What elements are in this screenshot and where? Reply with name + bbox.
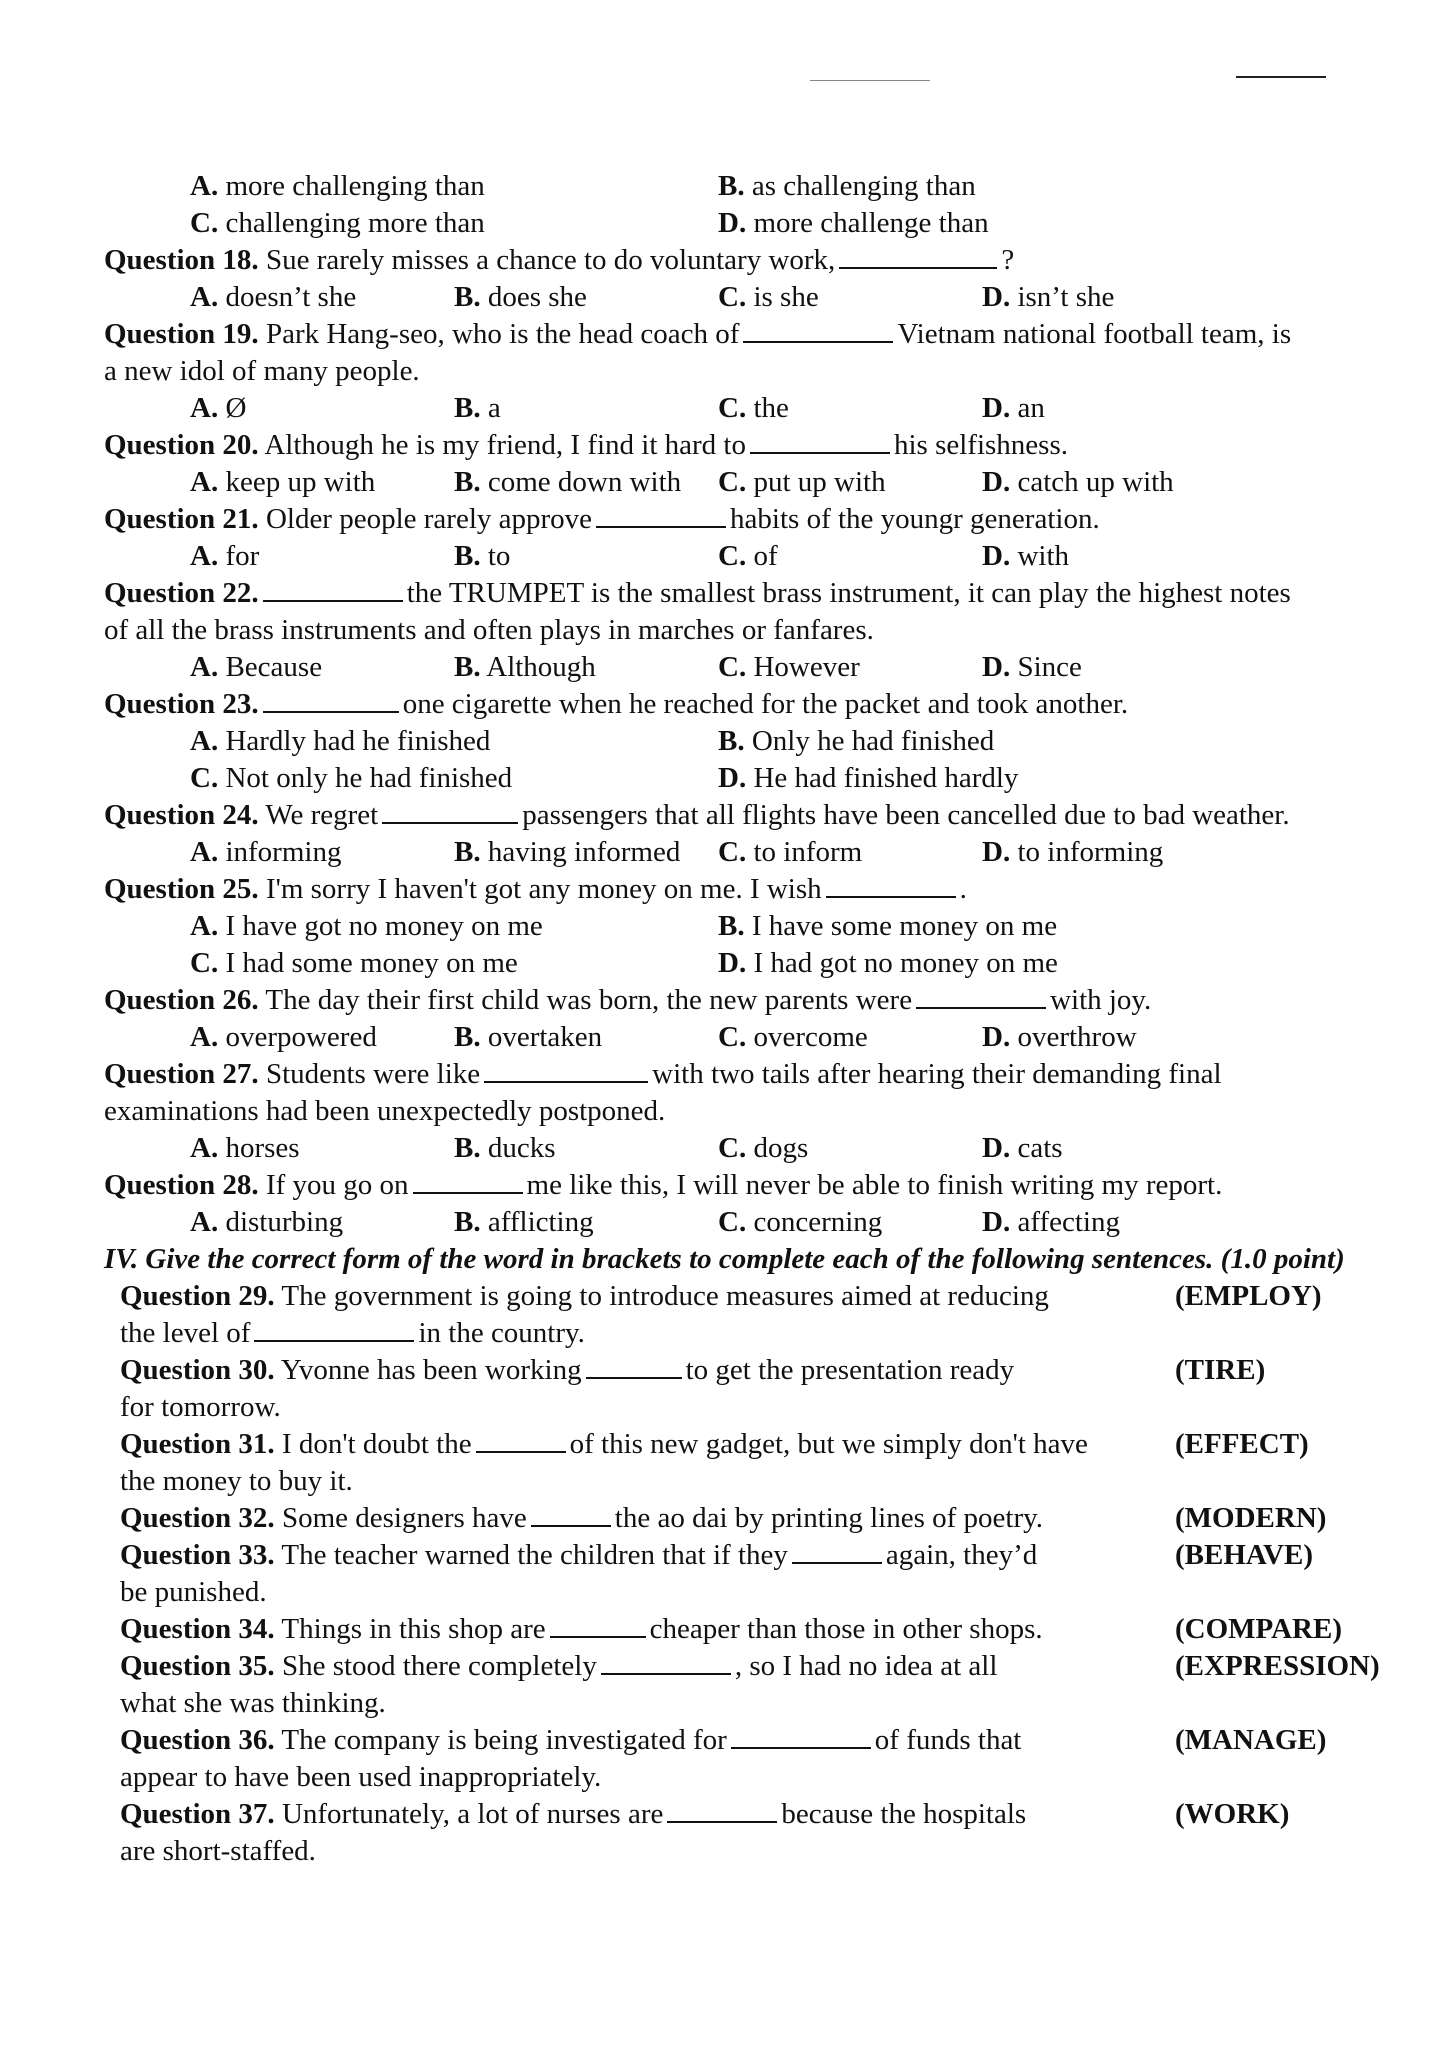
answer-blank bbox=[596, 502, 726, 528]
question-36-continued: appear to have been used inappropriately. bbox=[120, 1761, 602, 1793]
q17-option-d: D. more challenge than bbox=[718, 207, 989, 239]
question-31-continued: the money to buy it. bbox=[120, 1465, 353, 1497]
answer-blank bbox=[254, 1316, 414, 1342]
q25-options-row2: C. I had some money on me D. I had got no money on me bbox=[190, 947, 1058, 979]
answer-blank bbox=[531, 1501, 611, 1527]
answer-blank bbox=[743, 317, 893, 343]
q20-options: A. keep up with B. come down with C. put up with D. catch up with bbox=[190, 466, 1174, 498]
q27-options: A. horses B. ducks C. dogs D. cats bbox=[190, 1132, 1063, 1164]
q23-options-row1: A. Hardly had he finished B. Only he had finished bbox=[190, 725, 995, 757]
q17-options-row1 bbox=[104, 168, 1414, 205]
question-28: Question 28. If you go on me like this, I will never be able to finish writing my report. bbox=[104, 1169, 1223, 1201]
answer-blank bbox=[839, 243, 997, 269]
question-33-continued: be punished. bbox=[120, 1576, 267, 1608]
question-27-continued: examinations had been unexpectedly postponed. bbox=[104, 1095, 666, 1127]
answer-blank bbox=[586, 1353, 682, 1379]
top-rule-left bbox=[810, 80, 930, 81]
q28-options: A. disturbing B. afflicting C. concerning D. affecting bbox=[190, 1206, 1120, 1238]
question-31: Question 31. I don't doubt the of this new gadget, but we simply don't have (EFFECT) bbox=[120, 1428, 1309, 1460]
question-35-continued: what she was thinking. bbox=[120, 1687, 386, 1719]
q22-options: A. Because B. Although C. However D. Since bbox=[190, 651, 1082, 683]
q17-option-a: A. more challenging than bbox=[190, 170, 485, 202]
question-35: Question 35. She stood there completely , so I had no idea at all (EXPRESSION) bbox=[120, 1650, 1380, 1682]
question-19: Question 19. Park Hang-seo, who is the head coach of Vietnam national football team, is bbox=[104, 318, 1292, 350]
question-32: Question 32. Some designers have the ao dai by printing lines of poetry. (MODERN) bbox=[120, 1502, 1327, 1534]
exam-page bbox=[104, 168, 1414, 1870]
question-22: Question 22. the TRUMPET is the smallest brass instrument, it can play the highest notes bbox=[104, 577, 1291, 609]
question-33: Question 33. The teacher warned the children that if they again, they’d (BEHAVE) bbox=[120, 1539, 1314, 1571]
q21-options: A. for B. to C. of D. with bbox=[190, 540, 1070, 572]
question-30: Question 30. Yvonne has been working to get the presentation ready (TIRE) bbox=[120, 1354, 1266, 1386]
question-22-continued: of all the brass instruments and often plays in marches or fanfares. bbox=[104, 614, 874, 646]
answer-blank bbox=[382, 798, 518, 824]
question-20: Question 20. Although he is my friend, I find it hard to his selfishness. bbox=[104, 429, 1068, 461]
answer-blank bbox=[263, 576, 403, 602]
answer-blank bbox=[550, 1612, 646, 1638]
section-iv-heading: IV. Give the correct form of the word in brackets to complete each of the following sentences. (1.0 point) bbox=[104, 1243, 1345, 1275]
q24-options: A. informing B. having informed C. to inform D. to informing bbox=[190, 836, 1164, 868]
answer-blank bbox=[263, 687, 399, 713]
question-24: Question 24. We regret passengers that all flights have been cancelled due to bad weather. bbox=[104, 799, 1290, 831]
answer-blank bbox=[667, 1797, 777, 1823]
top-rule-right bbox=[1236, 76, 1326, 78]
question-23: Question 23. one cigarette when he reached for the packet and took another. bbox=[104, 688, 1129, 720]
question-34: Question 34. Things in this shop are cheaper than those in other shops. (COMPARE) bbox=[120, 1613, 1342, 1645]
answer-blank bbox=[731, 1723, 871, 1749]
question-29: Question 29. The government is going to introduce measures aimed at reducing (EMPLOY) bbox=[120, 1280, 1322, 1312]
answer-blank bbox=[750, 428, 890, 454]
question-19-continued: a new idol of many people. bbox=[104, 355, 420, 387]
question-36: Question 36. The company is being investigated for of funds that (MANAGE) bbox=[120, 1724, 1327, 1756]
answer-blank bbox=[476, 1427, 566, 1453]
question-26: Question 26. The day their first child was born, the new parents were with joy. bbox=[104, 984, 1152, 1016]
q25-options-row1: A. I have got no money on me B. I have some money on me bbox=[190, 910, 1058, 942]
question-21: Question 21. Older people rarely approve habits of the youngr generation. bbox=[104, 503, 1100, 535]
question-18: Question 18. Sue rarely misses a chance to do voluntary work, ? bbox=[104, 244, 1015, 276]
question-37-continued: are short-staffed. bbox=[120, 1835, 316, 1867]
q26-options: A. overpowered B. overtaken C. overcome D. overthrow bbox=[190, 1021, 1137, 1053]
q17-option-b: B. as challenging than bbox=[718, 170, 976, 202]
answer-blank bbox=[826, 872, 956, 898]
answer-blank bbox=[413, 1168, 523, 1194]
answer-blank bbox=[916, 983, 1046, 1009]
question-29-continued: the level of in the country. bbox=[120, 1317, 585, 1349]
q17-options-row2 bbox=[104, 205, 1414, 242]
q19-options: A. Ø B. a C. the D. an bbox=[190, 392, 1045, 424]
question-30-continued: for tomorrow. bbox=[120, 1391, 281, 1423]
q23-options-row2: C. Not only he had finished D. He had finished hardly bbox=[190, 762, 1019, 794]
question-25: Question 25. I'm sorry I haven't got any money on me. I wish . bbox=[104, 873, 967, 905]
answer-blank bbox=[601, 1649, 731, 1675]
question-37: Question 37. Unfortunately, a lot of nurses are because the hospitals (WORK) bbox=[120, 1798, 1290, 1830]
answer-blank bbox=[792, 1538, 882, 1564]
answer-blank bbox=[484, 1057, 648, 1083]
question-27: Question 27. Students were like with two tails after hearing their demanding final bbox=[104, 1058, 1222, 1090]
q18-options: A. doesn’t she B. does she C. is she D. isn’t she bbox=[190, 281, 1115, 313]
q17-option-c: C. challenging more than bbox=[190, 207, 485, 239]
